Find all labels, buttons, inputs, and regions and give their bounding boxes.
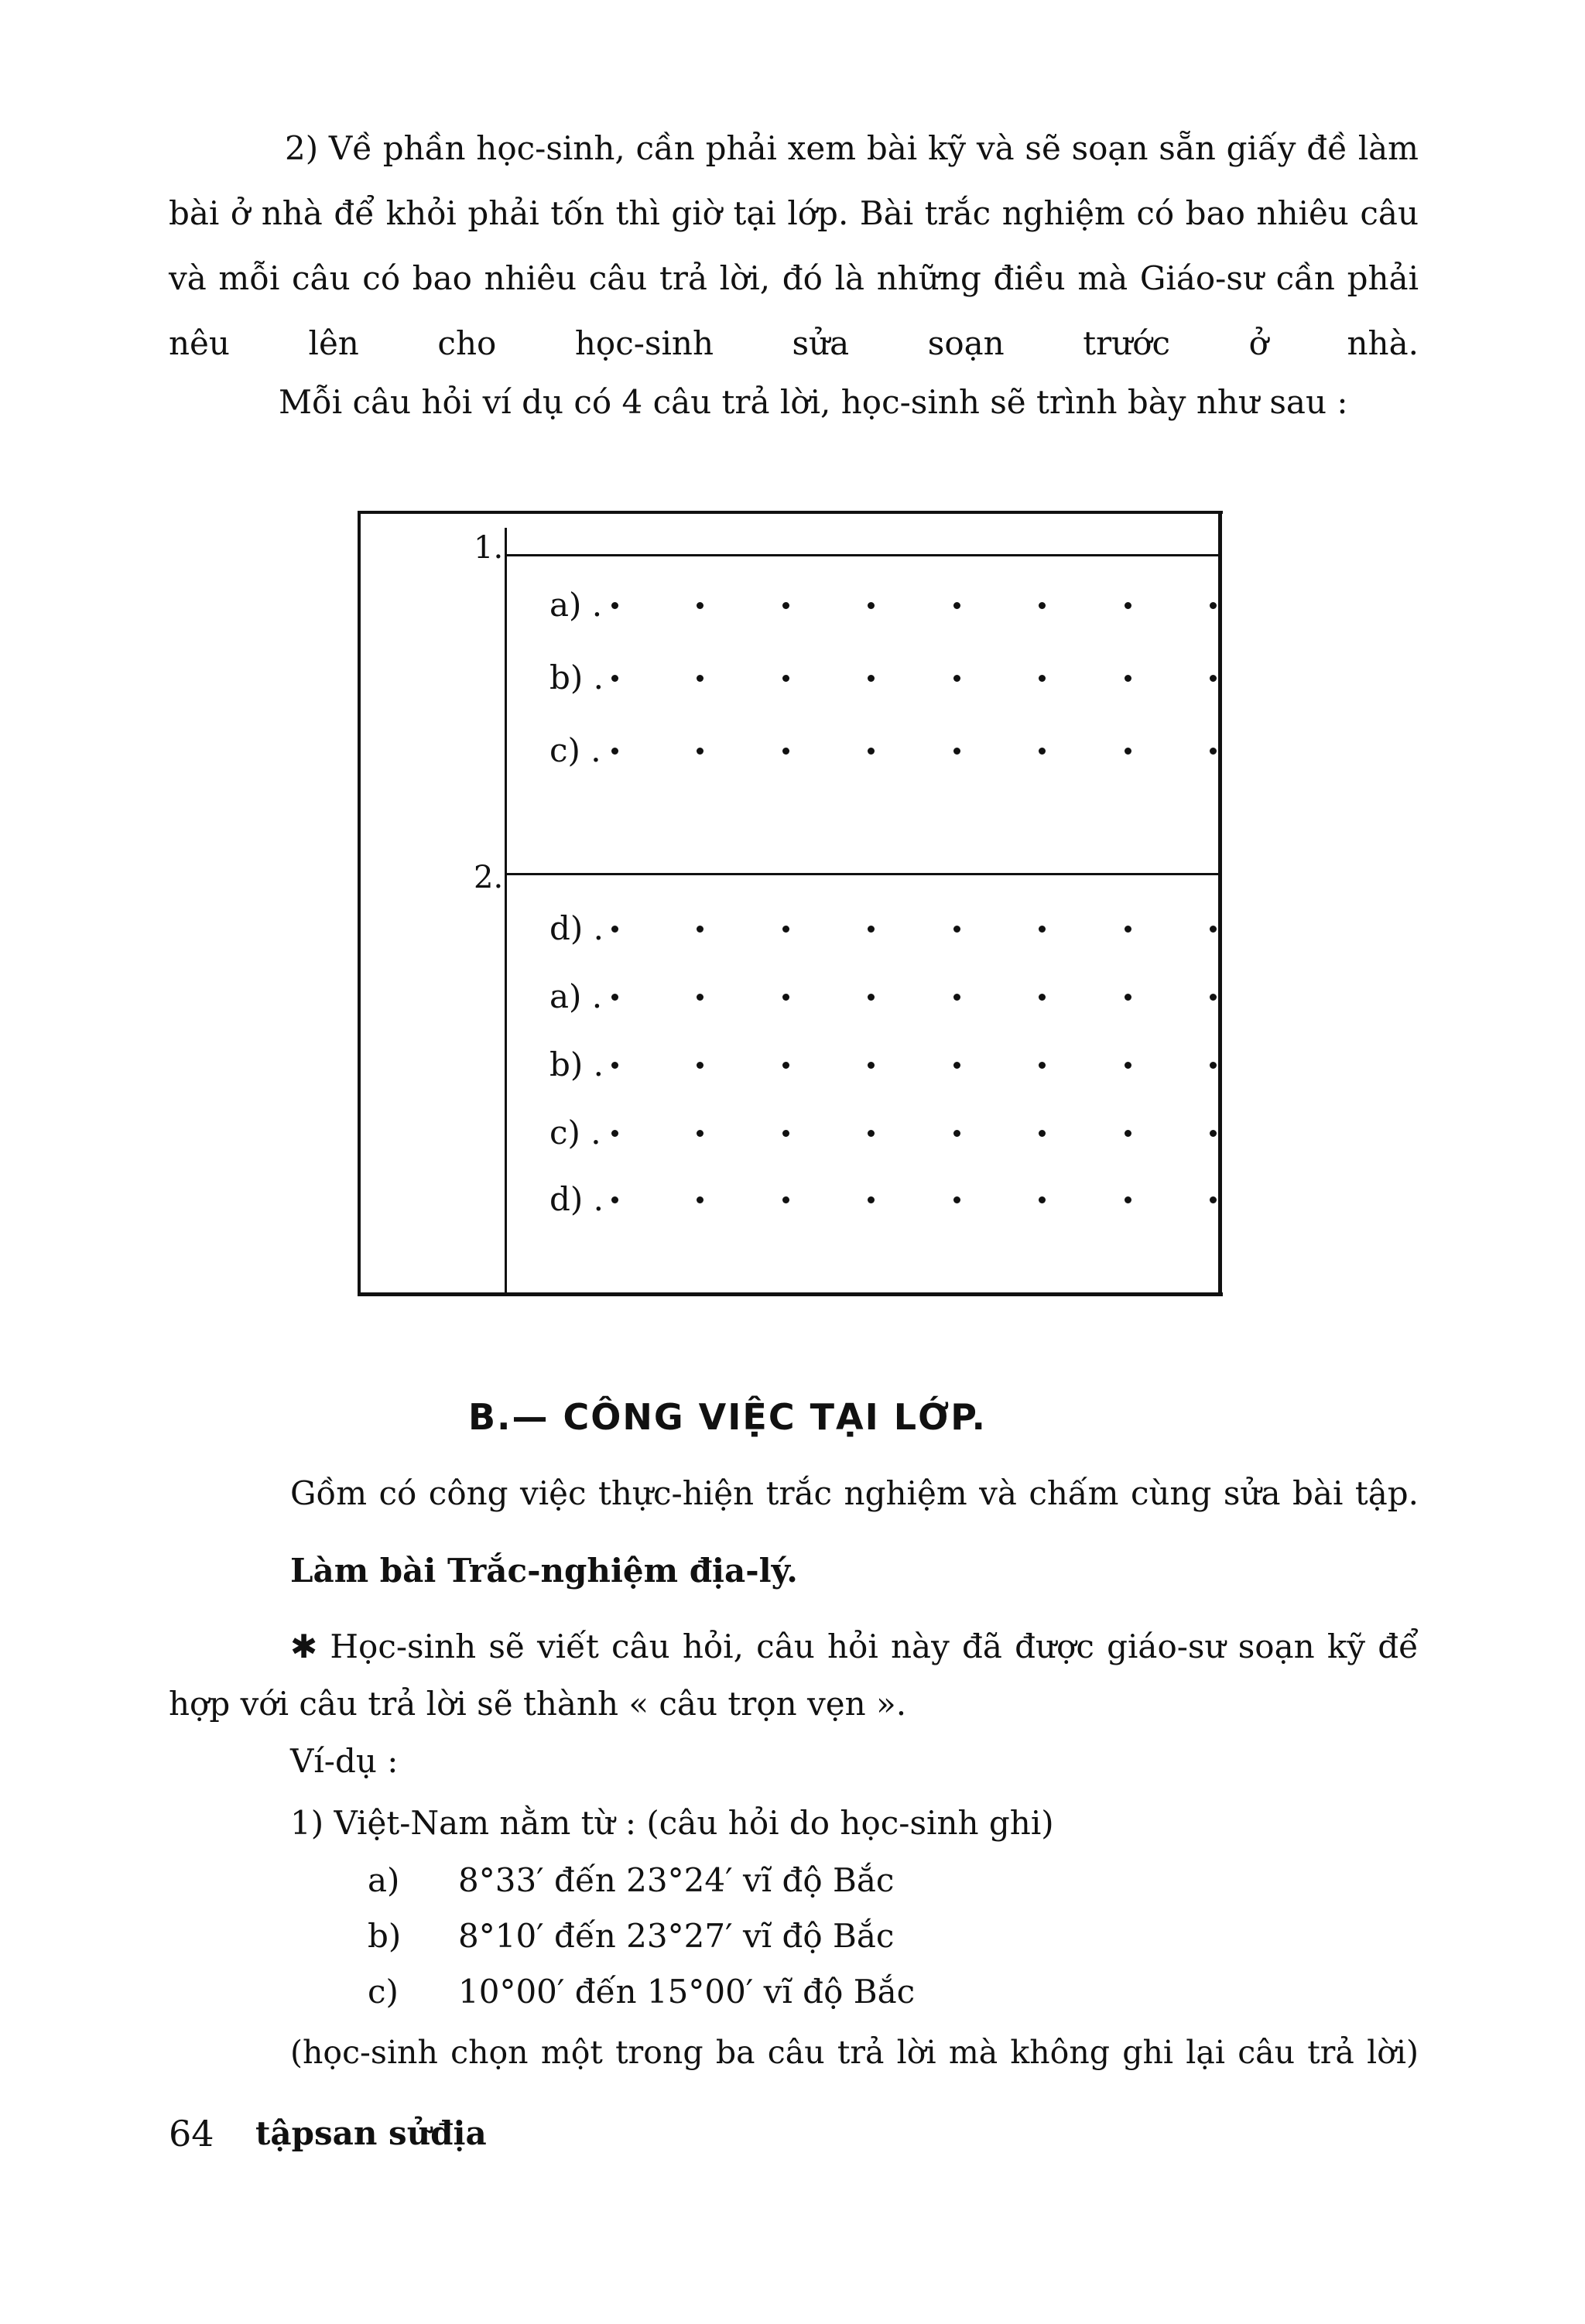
- dotted-leader: [611, 582, 1217, 628]
- q2-option-row[interactable]: [549, 974, 1223, 1020]
- question-1-number: 1.: [474, 530, 504, 566]
- q1-option-label: d) .: [549, 909, 604, 947]
- q1-option-row[interactable]: [549, 905, 1223, 952]
- example-option: [368, 1857, 895, 1904]
- dotted-leader: [611, 1110, 1217, 1156]
- q2-option-row[interactable]: [549, 1042, 1223, 1088]
- instruction-line-1: ✱ Học-sinh sẽ viết câu hỏi, câu hỏi này đã được giáo-sư soạn kỹ để: [290, 1627, 1419, 1665]
- example-intro-text: Mỗi câu hỏi ví dụ có 4 câu trả lời, học-sinh sẽ trình bày như sau :: [279, 383, 1348, 421]
- q2-option-row[interactable]: [549, 1176, 1223, 1223]
- geography-test-subheading: Làm bài Trắc-nghiệm địa-lý.: [290, 1552, 798, 1590]
- q1-option-row[interactable]: [549, 655, 1223, 701]
- dotted-leader: [611, 905, 1217, 952]
- example-option: [368, 1913, 895, 1959]
- option-text: 10°00′ đến 15°00′ vĩ độ Bắc: [458, 1973, 916, 2011]
- option-label: c): [368, 1973, 399, 2011]
- q2-option-row[interactable]: [549, 1110, 1223, 1156]
- sheet-margin-line: [505, 528, 507, 1294]
- section-b-intro: Gồm có công việc thực-hiện trắc nghiệm và chấm cùng sửa bài tập.: [290, 1474, 1419, 1512]
- q2-option-label: d) .: [549, 1180, 604, 1218]
- instruction-line-2: hợp với câu trả lời sẽ thành « câu trọn vẹn ».: [169, 1685, 907, 1723]
- example-option: [368, 1969, 916, 2015]
- dotted-leader: [611, 727, 1217, 774]
- q2-option-label: a) .: [549, 977, 603, 1015]
- answer-sheet: [358, 511, 1223, 1297]
- q1-option-row[interactable]: [549, 582, 1223, 628]
- option-text: 8°33′ đến 23°24′ vĩ độ Bắc: [458, 1861, 895, 1899]
- example-label: Ví-dụ :: [290, 1742, 399, 1780]
- sheet-top-rule: [358, 511, 1223, 514]
- dotted-leader: [611, 974, 1217, 1020]
- question-1-rule: [507, 554, 1219, 556]
- option-label: a): [368, 1861, 400, 1899]
- paragraph-example-intro: [279, 379, 1405, 426]
- option-label: b): [368, 1917, 402, 1955]
- example-question: 1) Việt-Nam nằm từ : (câu hỏi do học-sinh ghi): [290, 1804, 1054, 1842]
- q2-option-label: b) .: [549, 1046, 604, 1083]
- example-note: (học-sinh chọn một trong ba câu trả lời mà không ghi lại câu trả lời): [290, 2034, 1419, 2071]
- sheet-bottom-rule: [358, 1292, 1223, 1296]
- question-2-rule: [507, 873, 1219, 875]
- q2-option-label: c) .: [549, 1114, 601, 1152]
- publication-title: tậpsan sửđịa: [255, 2114, 487, 2152]
- q1-option-row[interactable]: [549, 727, 1223, 774]
- question-2-number: 2.: [474, 860, 504, 895]
- paragraph-student-preparation: 2) Về phần học-sinh, cần phải xem bài kỹ và sẽ soạn sẵn giấy đề làm bài ở nhà để khỏi phải tốn thì giờ tại lớp. Bài trắc nghiệm có bao nhiêu câu và mỗi câu có bao nhiêu câu trả lời, đó là những điều mà Giáo-sư cần phải nêu lên cho học-sinh sửa soạn trước ở nhà.: [169, 129, 1419, 362]
- dotted-leader: [611, 655, 1217, 701]
- section-b-heading: B.— CÔNG VIỆC TẠI LỚP.: [468, 1396, 987, 1438]
- sheet-left-border: [358, 511, 361, 1296]
- option-text: 8°10′ đến 23°27′ vĩ độ Bắc: [458, 1917, 895, 1955]
- page-number: 64: [169, 2113, 214, 2155]
- q1-option-label: c) .: [549, 731, 601, 769]
- dotted-leader: [611, 1176, 1217, 1223]
- q1-option-label: a) .: [549, 586, 603, 624]
- q1-option-label: b) .: [549, 659, 604, 697]
- dotted-leader: [611, 1042, 1217, 1088]
